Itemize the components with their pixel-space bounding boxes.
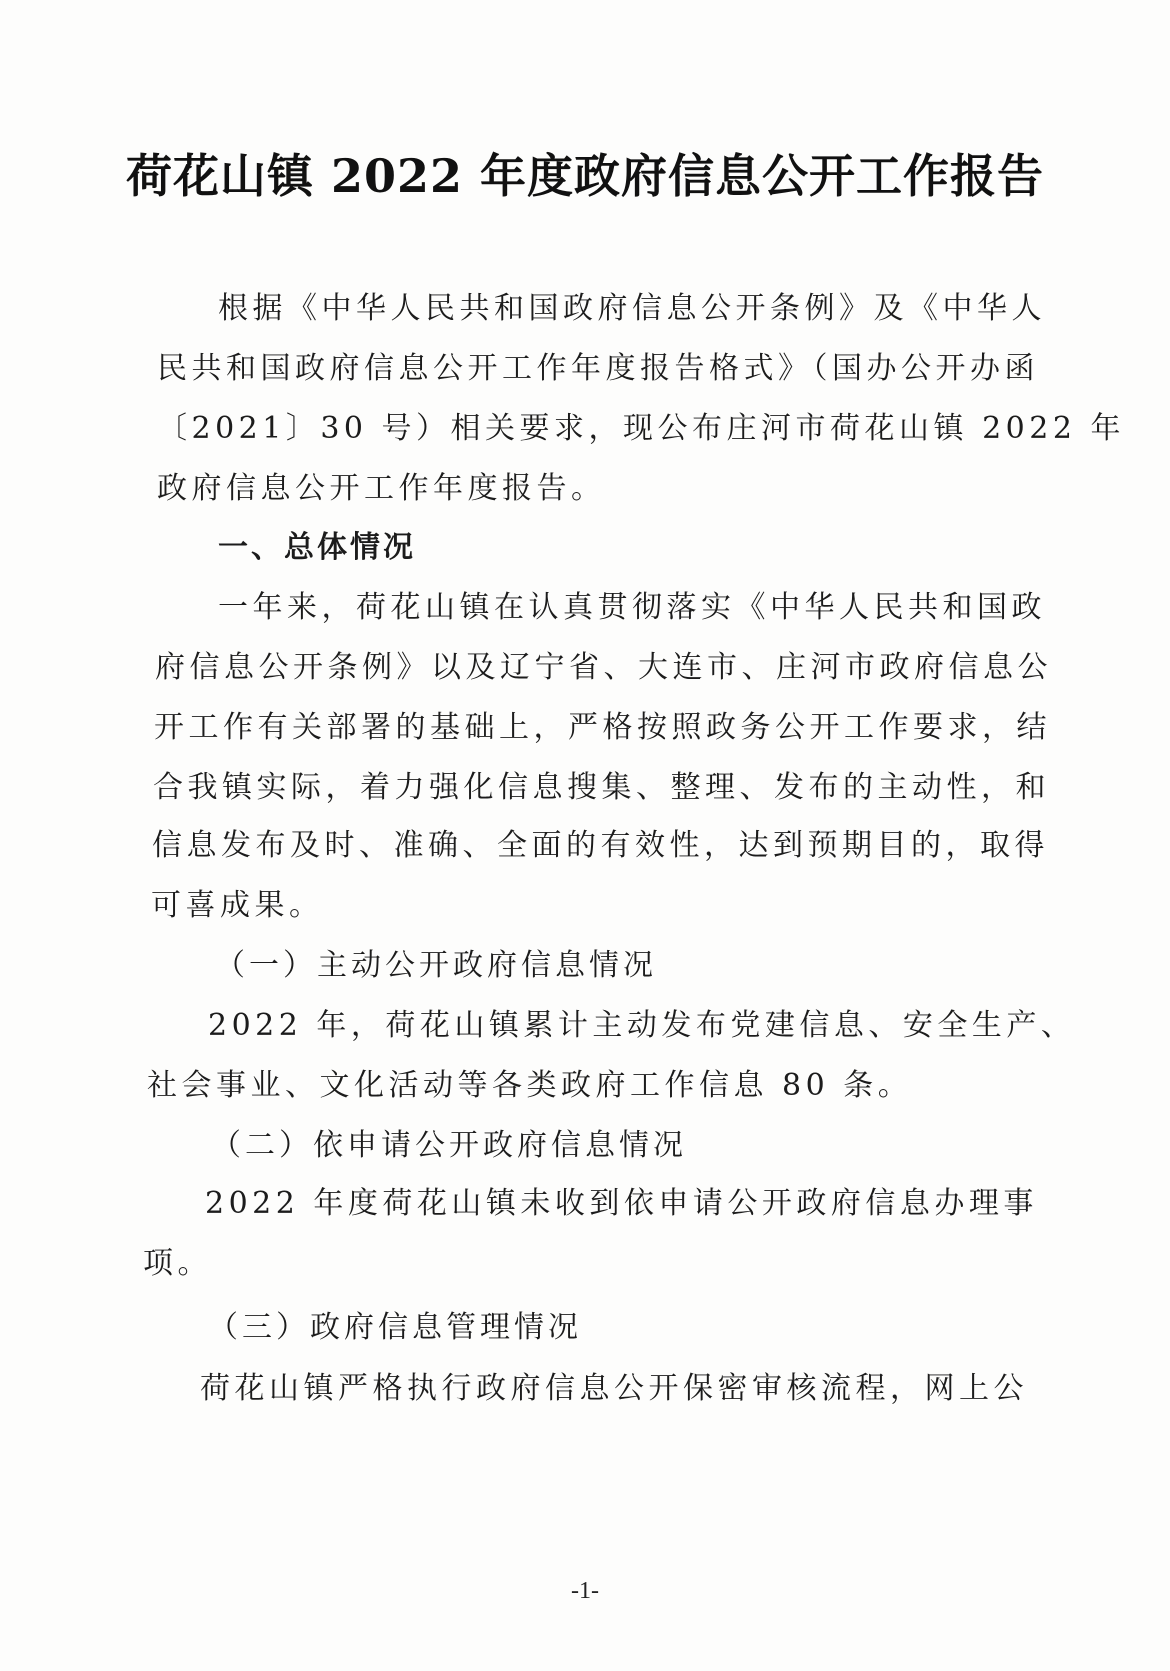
section-heading-overview: 一、总体情况 (218, 530, 416, 565)
section-1-line-2: 府信息公开条例》以及辽宁省、大连市、庄河市政府信息公 (155, 650, 1052, 685)
section-1-line-3: 开工作有关部署的基础上，严格按照政务公开工作要求，结 (154, 710, 1051, 745)
intro-line-2: 民共和国政府信息公开工作年度报告格式》（国办公开办函 (157, 351, 1039, 386)
section-1-line-5: 信息发布及时、准确、全面的有效性，达到预期目的，取得 (152, 828, 1049, 863)
subsection-heading-information-management: （三）政府信息管理情况 (208, 1310, 582, 1345)
subsection-heading-active-disclosure: （一）主动公开政府信息情况 (215, 948, 657, 983)
subsection-heading-application-disclosure: （二）依申请公开政府信息情况 (211, 1128, 687, 1163)
page-number: -1- (571, 1578, 599, 1604)
subsection-2-line-1: 2022 年度荷花山镇未收到依申请公开政府信息办理事 (205, 1186, 1038, 1221)
section-1-line-6: 可喜成果。 (151, 888, 324, 923)
subsection-1-line-2: 社会事业、文化活动等各类政府工作信息 80 条。 (147, 1068, 913, 1103)
intro-line-1: 根据《中华人民共和国政府信息公开条例》及《中华人 (218, 291, 1046, 326)
document-title: 荷花山镇 2022 年度政府信息公开工作报告 (125, 149, 1045, 203)
subsection-1-line-1: 2022 年，荷花山镇累计主动发布党建信息、安全生产、 (208, 1008, 1076, 1043)
subsection-3-line-1: 荷花山镇严格执行政府信息公开保密审核流程，网上公 (200, 1371, 1028, 1406)
section-1-line-1: 一年来，荷花山镇在认真贯彻落实《中华人民共和国政 (218, 590, 1046, 625)
section-1-line-4: 合我镇实际，着力强化信息搜集、整理、发布的主动性，和 (153, 770, 1050, 805)
subsection-2-line-2: 项。 (143, 1246, 212, 1281)
intro-line-3: 〔2021〕30 号）相关要求，现公布庄河市荷花山镇 2022 年 (157, 411, 1125, 446)
intro-line-4: 政府信息公开工作年度报告。 (157, 471, 606, 506)
